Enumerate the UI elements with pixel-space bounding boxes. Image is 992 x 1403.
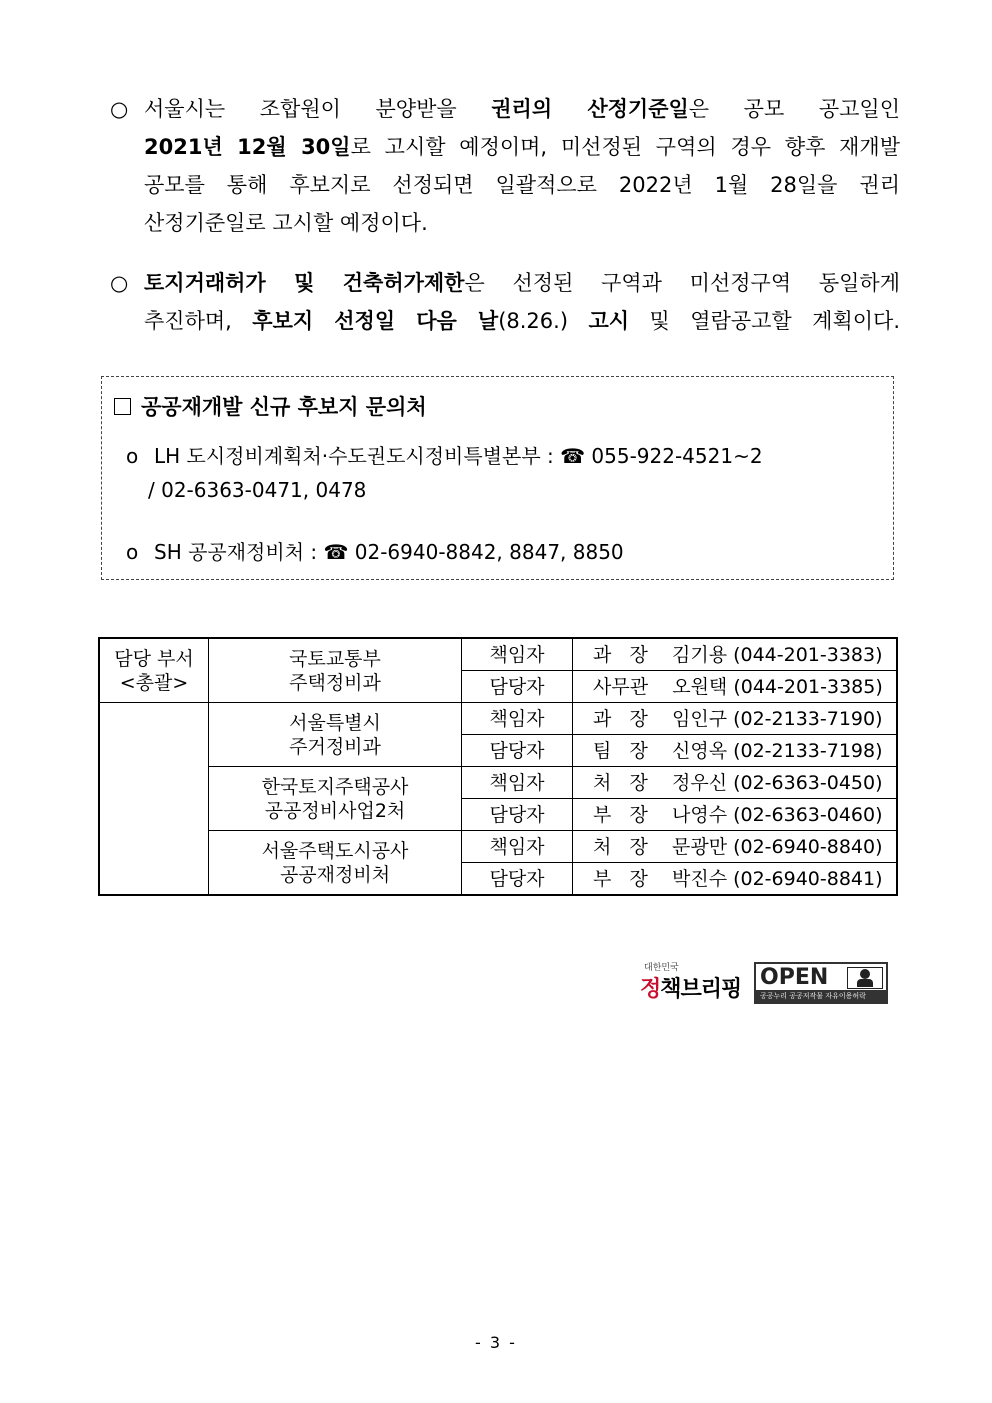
logo-red-text: 정 (640, 977, 661, 1002)
paragraph-line (110, 302, 900, 340)
person-cell: 부 장 박진수 (02-6940-8841) (573, 863, 898, 896)
staff-table (98, 637, 898, 896)
text: (8.26.) (498, 309, 589, 333)
contact-box (101, 376, 894, 580)
telephone-icon: ☎ (323, 540, 349, 564)
paragraph-line: 공모를 통해 후보지로 선정되면 일괄적으로 2022년 1월 28일을 권리 (144, 173, 900, 197)
bullet: o (126, 444, 139, 468)
table-row (99, 638, 897, 671)
org-cell (209, 703, 462, 767)
role-cell: 담당자 (462, 671, 573, 703)
attribution-badge-icon (847, 967, 883, 989)
org-division: 공공재정비처 (279, 863, 391, 886)
paragraph-line (110, 264, 900, 302)
license-strip-text: 공공누리 공공저작물 자유이용허락 (756, 990, 886, 1002)
bullet: o (126, 540, 139, 564)
person-cell: 부 장 나영수 (02-6363-0460) (573, 799, 898, 831)
person-head-shape (860, 969, 870, 979)
text: 은 선정된 구역과 미선정구역 동일하게 (464, 271, 900, 295)
paragraph-base-date (110, 90, 900, 242)
bold-text: 권리의 산정기준일 (491, 97, 689, 121)
contact-box-title (114, 391, 427, 421)
contact-phone-extra: / 02-6363-0471, 0478 (148, 478, 367, 502)
role-cell: 담당자 (462, 863, 573, 896)
org-division: 공공정비사업2처 (264, 799, 406, 822)
checkbox-square-icon (114, 398, 131, 415)
open-text: OPEN (760, 965, 829, 990)
telephone-icon: ☎ (560, 444, 586, 468)
person-body-shape (857, 979, 873, 987)
contact-org: LH 도시정비계획처·수도권도시정비특별본부 : (154, 444, 561, 468)
table-row (99, 831, 897, 863)
org-name: 서울특별시 (289, 711, 381, 734)
paragraph-land-permit (110, 264, 900, 340)
paragraph-line (110, 128, 900, 166)
text: 로 고시할 예정이며, 미선정된 구역의 경우 향후 재개발 (350, 135, 901, 159)
org-name: 국토교통부 (289, 647, 381, 670)
paragraph-line: 산정기준일로 고시할 예정이다. (144, 211, 428, 235)
role-cell: 담당자 (462, 799, 573, 831)
contact-item-lh (126, 439, 763, 507)
org-division: 주거정비과 (289, 735, 381, 758)
role-cell: 책임자 (462, 767, 573, 799)
bold-text: 고시 (588, 309, 630, 333)
role-cell: 책임자 (462, 638, 573, 671)
page-number: - 3 - (475, 1333, 517, 1352)
role-cell: 책임자 (462, 703, 573, 735)
title-text: 공공재개발 신규 후보지 문의처 (141, 395, 427, 419)
role-cell: 담당자 (462, 735, 573, 767)
org-cell (209, 638, 462, 703)
org-cell (209, 831, 462, 896)
dept-label: 담당 부서 (114, 647, 194, 670)
paragraph-line (110, 90, 900, 128)
org-division: 주택정비과 (289, 671, 381, 694)
contact-item-sh (126, 535, 624, 569)
kogl-open-license-logo (754, 962, 888, 1004)
bullet: ○ (110, 271, 129, 295)
contact-org: SH 공공재정비처 : (154, 540, 324, 564)
dept-empty-cell (99, 703, 209, 896)
person-cell: 과 장 김기용 (044-201-3383) (573, 638, 898, 671)
contact-phone: 055-922-4521~2 (591, 444, 763, 468)
bold-text: 2021년 12월 30일 (144, 135, 351, 159)
person-cell: 과 장 임인구 (02-2133-7190) (573, 703, 898, 735)
contact-phone: 02-6940-8842, 8847, 8850 (354, 540, 624, 564)
bold-text: 후보지 선정일 다음 날 (252, 309, 499, 333)
table-row (99, 767, 897, 799)
footer-logos (640, 960, 890, 1008)
text: 은 공모 공고일인 (688, 97, 900, 121)
text: 서울시는 조합원이 분양받을 (144, 97, 492, 121)
dept-label-cell (99, 638, 209, 703)
bullet: ○ (110, 97, 129, 121)
person-cell: 사무관 오원택 (044-201-3385) (573, 671, 898, 703)
text: 추진하며, (144, 309, 253, 333)
person-cell: 팀 장 신영옥 (02-2133-7198) (573, 735, 898, 767)
logo-small-text: 대한민국 (644, 963, 679, 973)
dept-label-sub: <총괄> (119, 671, 189, 694)
logo-big-text (640, 972, 741, 1003)
person-cell: 처 장 정우신 (02-6363-0450) (573, 767, 898, 799)
logo-black-text: 책브리핑 (660, 977, 742, 1002)
org-name: 서울주택도시공사 (261, 839, 409, 862)
role-cell: 책임자 (462, 831, 573, 863)
org-name: 한국토지주택공사 (261, 775, 409, 798)
org-cell (209, 767, 462, 831)
text: 및 열람공고할 계획이다. (629, 309, 901, 333)
person-cell: 처 장 문광만 (02-6940-8840) (573, 831, 898, 863)
table-row (99, 703, 897, 735)
bold-text: 토지거래허가 및 건축허가제한 (144, 271, 465, 295)
policy-briefing-logo (640, 960, 745, 1006)
